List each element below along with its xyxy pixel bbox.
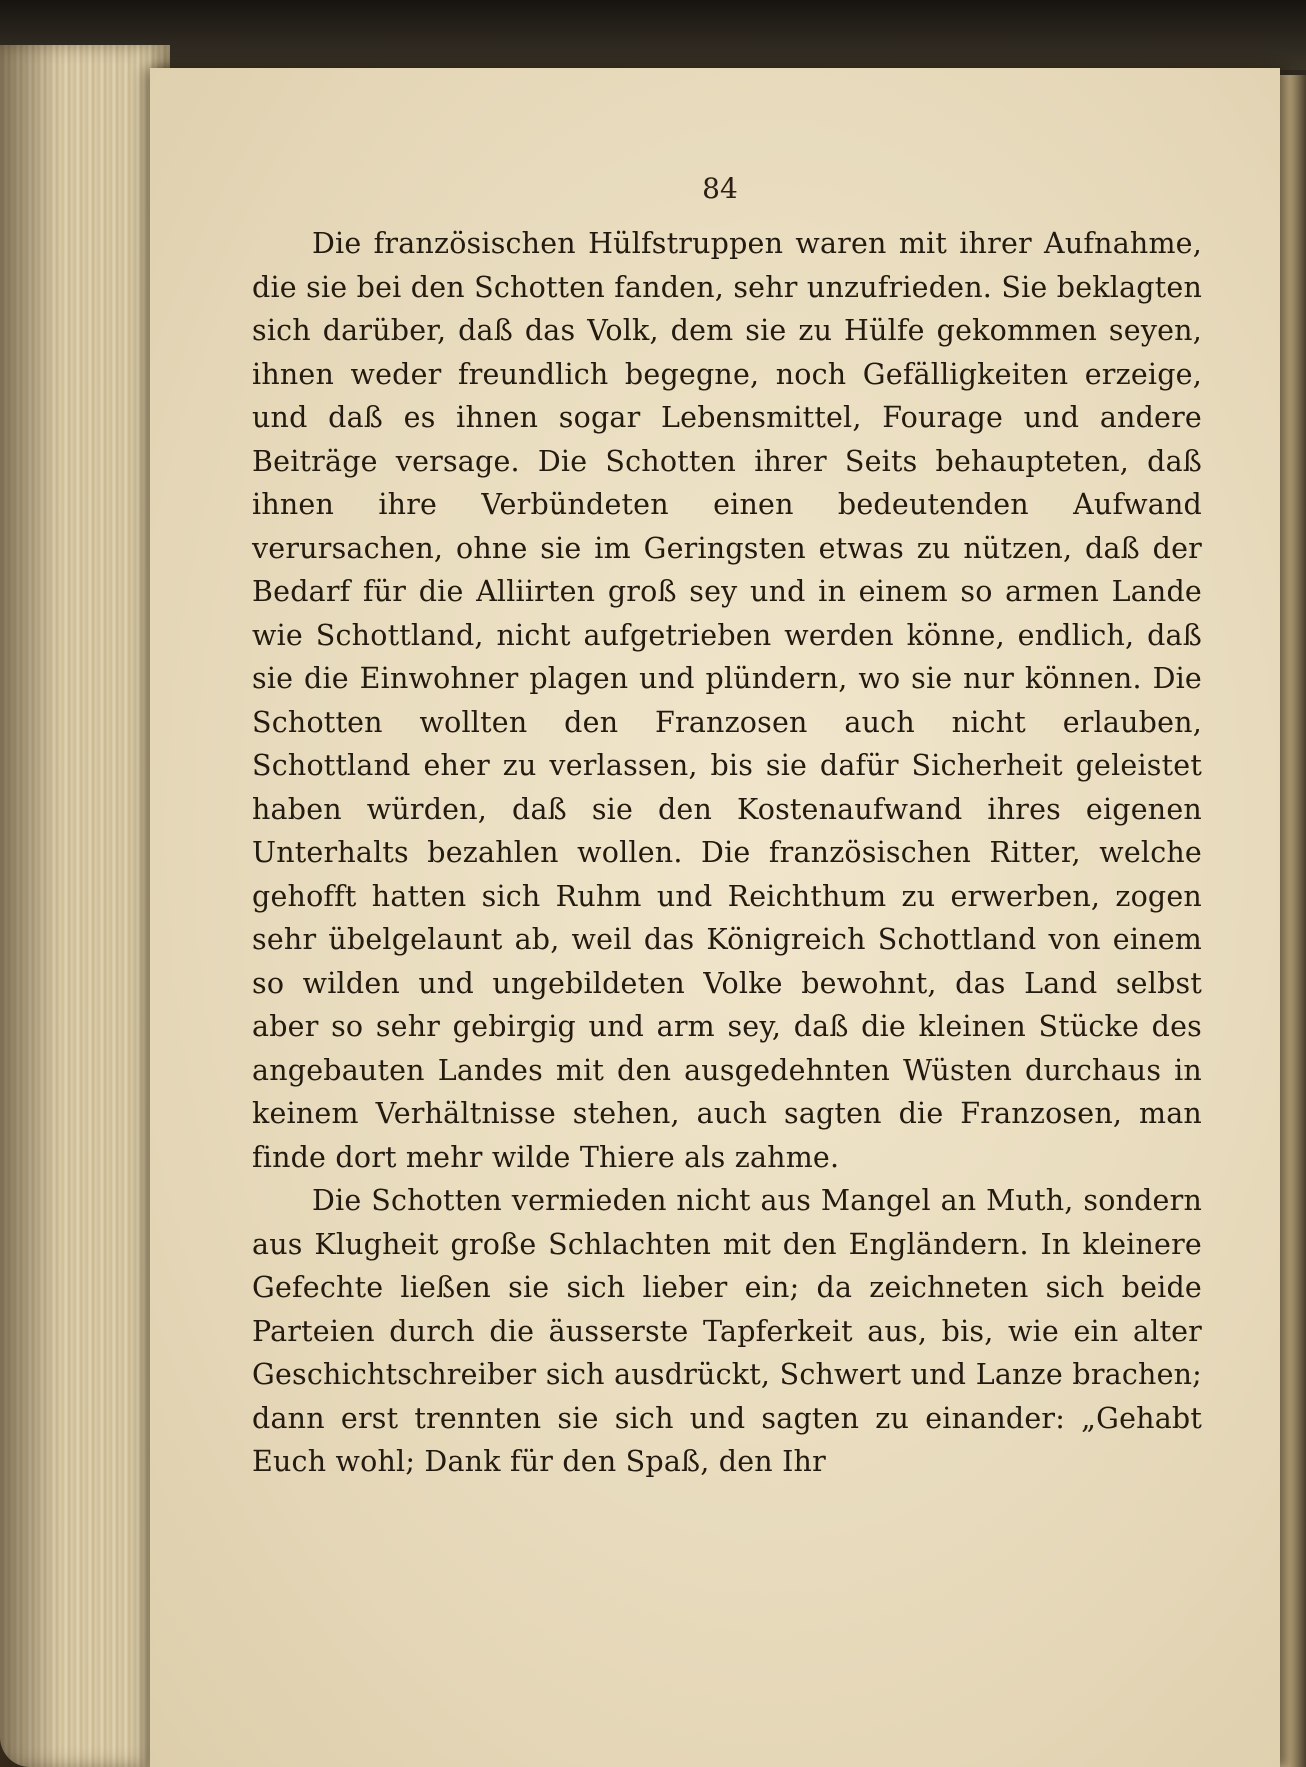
paragraph-2: Die Schotten vermieden nicht aus Mangel an Muth, sondern aus Klugheit große Schlachten mit den Engländern. In kleinere Gefechte ließen sie sich lieber ein; da zeichneten sich beide Parteien durch die äusserste Tapferkeit aus, bis, wie ein alter Geschichtschreiber sich ausdrückt, Schwert und Lanze brachen; dann erst trennten sie sich und sagten zu einander: „Gehabt Euch wohl; Dank für den Spaß, den Ihr [252,1184,1202,1478]
page-stack-shadow [0,45,60,1767]
page-text [252,222,1202,1484]
page-number: 84 [702,172,738,205]
paragraph-1: Die französischen Hülfstruppen waren mit ihrer Aufnahme, die sie bei den Schotten fanden, sehr unzufrieden. Sie beklagten sich darüber, daß das Volk, dem sie zu Hülfe gekommen seyen, ihnen weder freundlich begegne, noch Gefälligkeiten erzeige, und daß es ihnen sogar Lebensmittel, Fourage und andere Beiträge versage. Die Schotten ihrer Seits behaupteten, daß ihnen ihre Verbündeten einen bedeutenden Aufwand verursachen, ohne sie im Geringsten etwas zu nützen, daß der Bedarf für die Alliirten groß sey und in einem so armen Lande wie Schottland, nicht aufgetrieben werden könne, endlich, daß sie die Einwohner plagen und plündern, wo sie nur können. Die Schotten wollten den Franzosen auch nicht erlauben, Schottland eher zu verlassen, bis sie dafür Sicherheit geleistet haben würden, daß sie den Kostenaufwand ihres eigenen Unterhalts bezahlen wollen. Die französischen Ritter, welche gehofft hatten sich Ruhm und Reichthum zu erwerben, zogen sehr übelgelaunt ab, weil das Königreich Schottland von einem so wilden und ungebildeten Volke bewohnt, das Land selbst aber so sehr gebirgig und arm sey, daß die kleinen Stücke des angebauten Landes mit den ausgedehnten Wüsten durchaus in keinem Verhältnisse stehen, auch sagten die Franzosen, man finde dort mehr wilde Thiere als zahme. [252,227,1202,1174]
book-cover-edge [0,0,1306,70]
